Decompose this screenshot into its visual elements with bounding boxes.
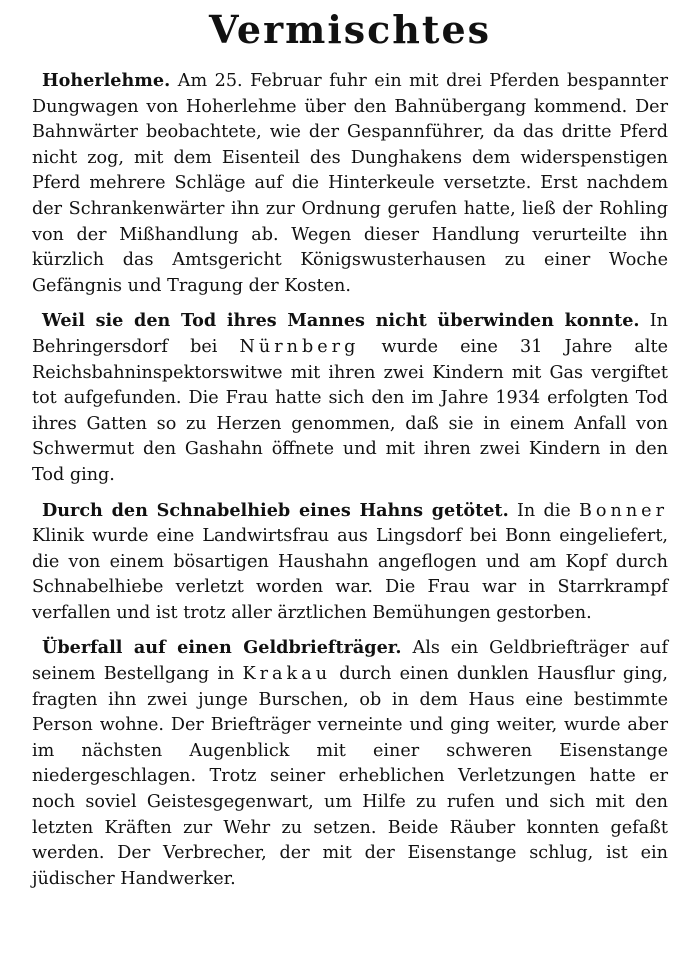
article-lead: Hoherlehme. — [42, 70, 171, 91]
article-lead: Weil sie den Tod ihres Mannes nicht überwinden konnte. — [42, 310, 640, 332]
article-widow — [32, 308, 668, 488]
article-body-end: Klinik wurde eine Landwirtsfrau aus Lingsdorf bei Bonn eingeliefert, die von einem bösartigen Haushahn angeflogen und am Kopf durch Schnabelhiebe verletzt worden war. Die Frau war in Starrkrampf verfallen und ist trotz aller ärztlichen Bemühungen gestorben. — [32, 526, 668, 623]
article-body-end: wurde eine 31 Jahre alte Reichsbahninspektorswitwe mit ihren zwei Kindern mit Gas vergiftet tot aufgefunden. Die Frau hatte sich den im Jahre 1934 erfolgten Tod ihres Gatten so zu Herzen genommen, daß sie in einem Anfall von Schwermut den Gashahn öffnete und mit ihren zwei Kindern in den Tod ging. — [32, 336, 669, 485]
article-hoherlehme — [32, 68, 668, 299]
article-robbery — [32, 635, 668, 892]
article-body: Am 25. Februar fuhr ein mit drei Pferden bespannter Dungwagen von Hoherlehme über den Bahnübergang kommend. Der Bahnwärter beobachtete, wie der Gespannführer, da das dritte Pferd nicht zog, mit dem Eisenteil des Dunghakens dem widerspenstigen Pferd mehrere Schläge auf die Hinterkeule versetzte. Erst nachdem der Schrankenwärter ihn zur Ordnung gerufen hatte, ließ der Rohling von der Mißhandlung ab. Wegen dieser Handlung verurteilte ihn kürzlich das Amtsgericht Königswusterhausen zu einer Woche Gefängnis und Tragung der Kosten. — [32, 71, 668, 296]
place-name: Bonner — [579, 500, 669, 521]
article-body-start: In die — [516, 500, 571, 521]
article-lead: Überfall auf einen Geldbriefträger. — [42, 637, 402, 659]
article-lead: Durch den Schnabelhieb eines Hahns getötet. — [42, 499, 509, 521]
section-title: Vermischtes — [208, 7, 492, 52]
article-rooster — [32, 498, 668, 627]
article-body-end: durch einen dunklen Hausflur ging, fragten ihn zwei junge Burschen, ob in dem Haus eine bestimmte Person wohne. Der Briefträger verneinte und ging weiter, wurde aber im nächsten Augenblick mit einer schweren Eisenstange niedergeschlagen. Trotz seiner erheblichen Verletzungen hatte er noch soviel Geistesgegenwart, um Hilfe zu rufen und sich mit den letzten Kräften zur Wehr zu setzen. Beide Räuber konnten gefaßt werden. Der Verbrecher, der mit der Eisenstange schlug, ist ein jüdischer Handwerker. — [32, 664, 669, 889]
place-name: Nürnberg — [239, 336, 360, 357]
article-body-start: In Behringersdorf bei — [32, 311, 668, 357]
article-body-start: Als ein Geldbriefträger auf seinem Bestellgang in — [32, 638, 668, 685]
place-name: Krakau — [242, 664, 332, 685]
